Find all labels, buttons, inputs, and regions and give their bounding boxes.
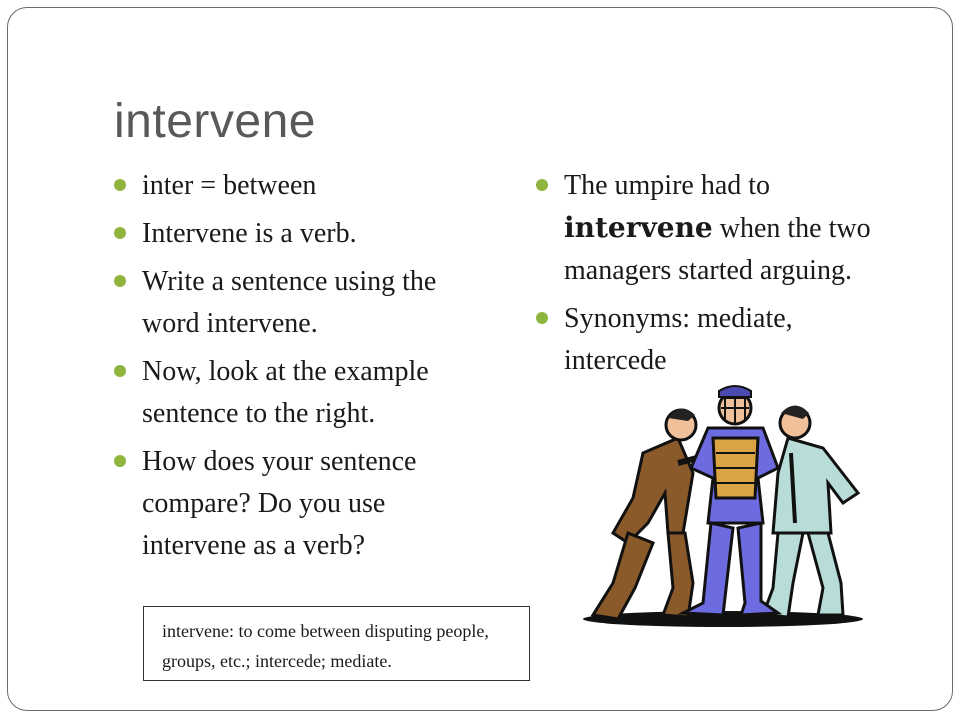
left-bullet-list xyxy=(114,165,494,573)
bullet-definition-root: inter = between xyxy=(114,165,494,207)
right-bullet-list xyxy=(536,165,896,388)
left-manager-figure xyxy=(593,409,708,619)
umpire-figure xyxy=(683,386,778,615)
slide-title: intervene xyxy=(114,95,316,148)
bullet-synonyms: Synonyms: mediate, intercede xyxy=(536,298,896,382)
umpire-separating-managers-illustration xyxy=(573,383,873,633)
bullet-compare: How does your sentence compare? Do you use intervene as a verb? xyxy=(114,441,494,567)
definition-box: intervene: to come between disputing people, groups, etc.; intercede; mediate. xyxy=(143,606,530,681)
bullet-part-of-speech: Intervene is a verb. xyxy=(114,213,494,255)
example-keyword: intervene xyxy=(564,211,713,244)
example-text-after: when the two managers started arguing. xyxy=(564,213,871,286)
example-text-before: The umpire had to xyxy=(564,170,771,201)
bullet-look-example: Now, look at the example sentence to the right. xyxy=(114,351,494,435)
slide-frame xyxy=(7,7,953,711)
right-manager-figure xyxy=(763,406,858,618)
bullet-write-sentence: Write a sentence using the word intervene. xyxy=(114,261,494,345)
bullet-example-sentence xyxy=(536,165,896,292)
